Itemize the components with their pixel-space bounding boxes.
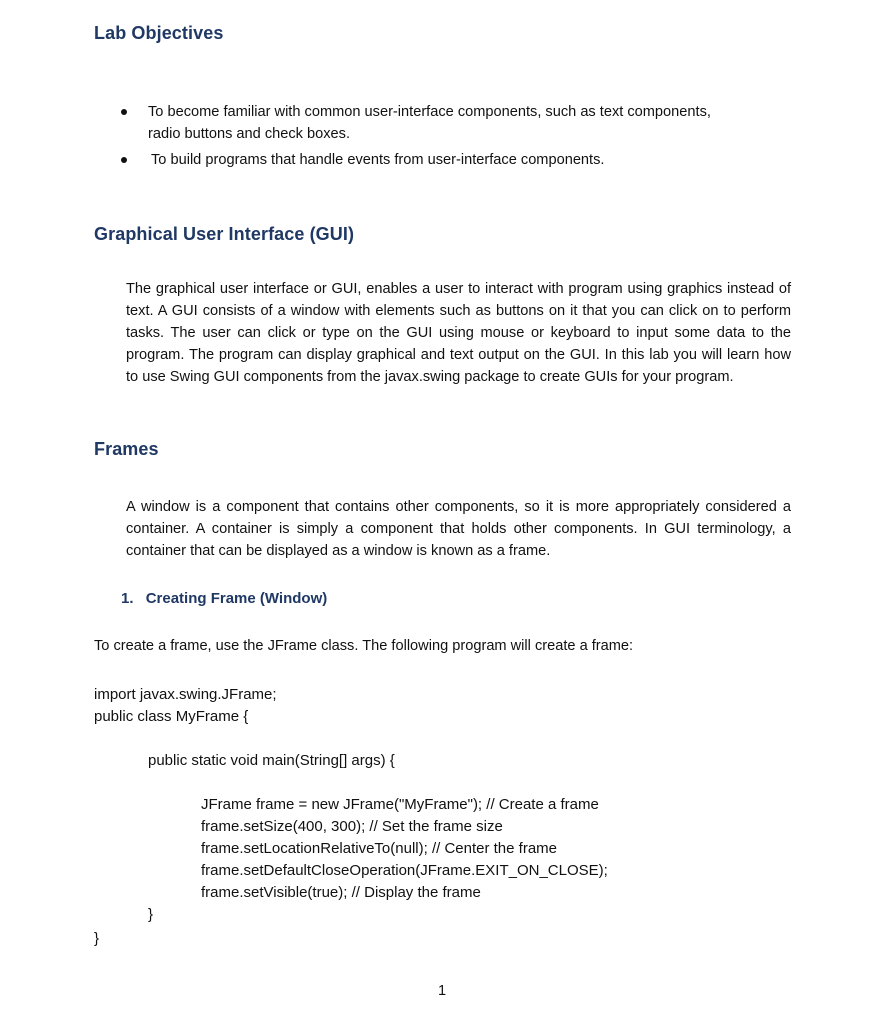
code-inner-close: } xyxy=(148,906,154,923)
code-import: import javax.swing.JFrame; xyxy=(94,686,277,703)
lab-objectives-heading: Lab Objectives xyxy=(94,23,224,43)
code-class-decl: public class MyFrame { xyxy=(94,708,249,725)
code-line: frame.setLocationRelativeTo(null); // Center the frame xyxy=(201,840,557,857)
code-main-decl: public static void main(String[] args) { xyxy=(148,752,395,769)
objective-1-line-1: To become familiar with common user-interface components, such as text components, xyxy=(148,104,711,120)
code-line: frame.setVisible(true); // Display the frame xyxy=(201,884,481,901)
creating-frame-subheading xyxy=(121,590,327,607)
code-outer-close: } xyxy=(94,930,100,947)
frame-intro-text: To create a frame, use the JFrame class. The following program will create a frame: xyxy=(94,638,634,654)
objective-1-line-2: radio buttons and check boxes. xyxy=(148,126,351,142)
gui-paragraph: The graphical user interface or GUI, enables a user to interact with program using graphics instead of text. A GUI consists of a window with elements such as buttons on it that you can click on to perform tasks. The user can click or type on the GUI using mouse or keyboard to input some data to the program. The program can display graphical and text output on the GUI. In this lab you will learn how to use Swing GUI components from the javax.swing package to create GUIs for your program. xyxy=(126,281,791,385)
frames-paragraph: A window is a component that contains other components, so it is more appropriately considered a container. A container is simply a component that holds other components. In GUI terminology, a container that can be displayed as a window is known as a frame. xyxy=(126,499,791,559)
gui-heading: Graphical User Interface (GUI) xyxy=(94,224,355,244)
objective-2: To build programs that handle events from user-interface components. xyxy=(151,152,605,168)
frames-heading: Frames xyxy=(94,439,159,459)
subheading-number: 1. xyxy=(121,590,134,607)
page-number: 1 xyxy=(438,983,447,999)
code-line: JFrame frame = new JFrame("MyFrame"); // Create a frame xyxy=(201,796,599,813)
bullet-dot xyxy=(121,157,127,163)
code-line: frame.setDefaultCloseOperation(JFrame.EXIT_ON_CLOSE); xyxy=(201,862,608,879)
code-line: frame.setSize(400, 300); // Set the frame size xyxy=(201,818,503,835)
bullet-dot xyxy=(121,109,127,115)
subheading-label: Creating Frame (Window) xyxy=(145,590,328,607)
